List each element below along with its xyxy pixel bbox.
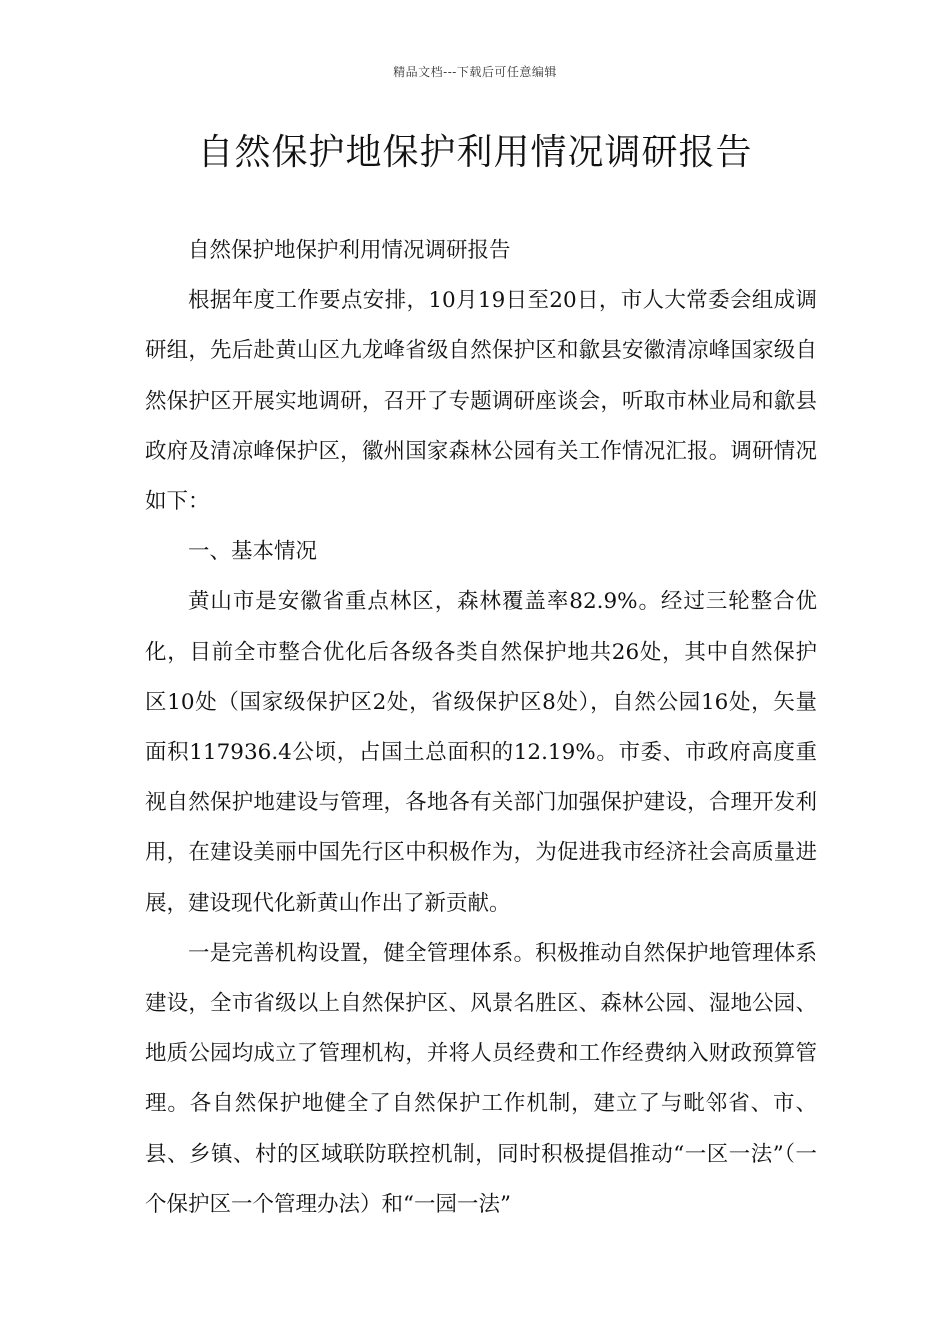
header-note: 精品文档---下载后可任意编辑 [393,65,557,79]
paragraph-intro: 根据年度工作要点安排，10月19日至20日，市人大常委会组成调研组，先后赴黄山区九龙峰省级自然保护区和歙县安徽清凉峰国家级自然保护区开展实地调研，召开了专题调研座谈会，听取市林业局和歙县政府及清凉峰保护区，徽州国家森林公园有关工作情况汇报。调研情况如下： [145,288,817,515]
paragraph-subtitle: 自然保护地保护利用情况调研报告 [188,238,511,263]
section-heading-basic: 一、基本情况 [188,539,318,565]
paragraph-point-one: 一是完善机构设置，健全管理体系。积极推动自然保护地管理体系建设，全市省级以上自然保护区、风景名胜区、森林公园、湿地公园、地质公园均成立了管理机构，并将人员经费和工作经费纳入财政预算管理。各自然保护地健全了自然保护工作机制，建立了与毗邻省、市、县、乡镇、村的区域联防联控机制，同时积极提倡推动“一区一法”（一个保护区一个管理办法）和“一园一法” [145,940,817,1217]
paragraph-overview: 黄山市是安徽省重点林区，森林覆盖率82.9%。经过三轮整合优化，目前全市整合优化后各级各类自然保护地共26处，其中自然保护区10处（国家级保护区2处，省级保护区8处），自然公园16处，矢量面积117936.4公顷，占国土总面积的12.19%。市委、市政府高度重视自然保护地建设与管理，各地各有关部门加强保护建设，合理开发利用，在建设美丽中国先行区中积极作为，为促进我市经济社会高质量进展，建设现代化新黄山作出了新贡献。 [145,589,817,916]
document-body [145,226,817,1230]
document-title: 自然保护地保护利用情况调研报告 [197,132,753,173]
